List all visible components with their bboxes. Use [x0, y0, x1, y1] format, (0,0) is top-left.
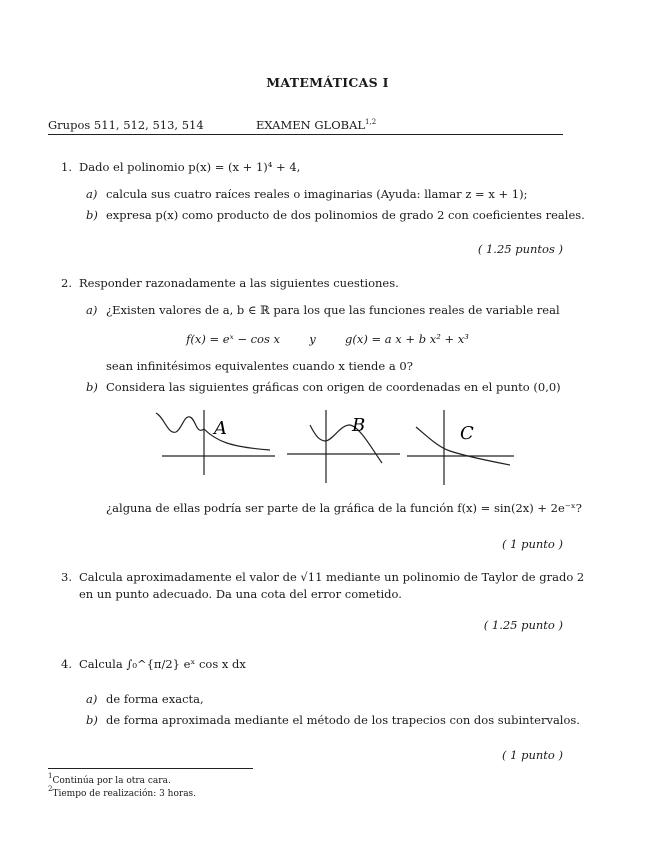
groups-label: Grupos 511, 512, 513, 514 [48, 118, 204, 132]
q1-b-text: expresa p(x) como producto de dos polinomios de grado 2 con coeficientes reales. [106, 208, 585, 222]
q2-formula: f(x) = eˣ − cos x y g(x) = a x + b x² + x³ [186, 332, 469, 346]
q4-number: 4. [61, 657, 72, 671]
footnote-1 [48, 772, 171, 786]
graph-a-curve [156, 413, 270, 450]
graph-b-label: B [352, 415, 366, 436]
q4-a-text: de forma exacta, [106, 692, 204, 706]
q2-a-text2: sean infinitésimos equivalentes cuando x tiende a 0? [106, 359, 413, 373]
q4-a-label: a) [86, 692, 98, 706]
q1-number: 1. [61, 160, 72, 174]
graph-a [156, 410, 275, 475]
q3-line2: en un punto adecuado. Da una cota del error cometido. [79, 587, 402, 601]
header-rule [48, 134, 563, 135]
q3-line1: Calcula aproximadamente el valor de √11 mediante un polinomio de Taylor de grado 2 [79, 570, 585, 584]
q2-number: 2. [61, 276, 72, 290]
footnote-2 [48, 785, 196, 799]
q2-stem: Responder razonadamente a las siguientes cuestiones. [79, 276, 399, 290]
q2-b-label: b) [86, 380, 98, 394]
q2-b-question: ¿alguna de ellas podría ser parte de la gráfica de la función f(x) = sin(2x) + 2e⁻ˣ? [106, 501, 582, 515]
exam-footnote-marks: 1,2 [365, 118, 377, 126]
q2-a-label: a) [86, 303, 98, 317]
q2-b-text: Considera las siguientes gráficas con origen de coordenadas en el punto (0,0) [106, 380, 561, 394]
q2-points: ( 1 punto ) [502, 537, 563, 551]
exam-title: MATEMÁTICAS I [266, 75, 389, 90]
footnote-rule [48, 768, 253, 769]
exam-label [256, 118, 376, 132]
q3-points: ( 1.25 punto ) [483, 618, 563, 632]
q1-points: ( 1.25 puntos ) [477, 242, 563, 256]
q3-number: 3. [61, 570, 72, 584]
graphs-figure [150, 405, 520, 490]
q4-points: ( 1 punto ) [502, 748, 563, 762]
q4-b-label: b) [86, 713, 98, 727]
q1-a-text: calcula sus cuatro raíces reales o imaginarias (Ayuda: llamar z = x + 1); [106, 187, 528, 201]
graph-c-label: C [460, 423, 474, 444]
graph-a-label: A [214, 418, 227, 439]
footnote-2-text: Tiempo de realización: 3 horas. [52, 789, 197, 799]
q1-stem: Dado el polinomio p(x) = (x + 1)⁴ + 4, [79, 160, 301, 174]
q1-b-label: b) [86, 208, 98, 222]
q4-stem: Calcula ∫₀^{π/2} eˣ cos x dx [79, 657, 246, 671]
q4-b-text: de forma aproximada mediante el método de los trapecios con dos subintervalos. [106, 713, 580, 727]
footnote-2-mark: 2 [48, 785, 53, 793]
q1-a-label: a) [86, 187, 98, 201]
graph-b [287, 410, 400, 483]
graph-b-curve [310, 425, 382, 463]
graph-c [407, 410, 514, 485]
exam-name: EXAMEN GLOBAL [256, 118, 366, 132]
footnote-1-mark: 1 [48, 772, 53, 780]
footnote-1-text: Continúa por la otra cara. [52, 776, 171, 786]
q2-a-text: ¿Existen valores de a, b ∈ ℝ para los que las funciones reales de variable real [106, 303, 560, 317]
